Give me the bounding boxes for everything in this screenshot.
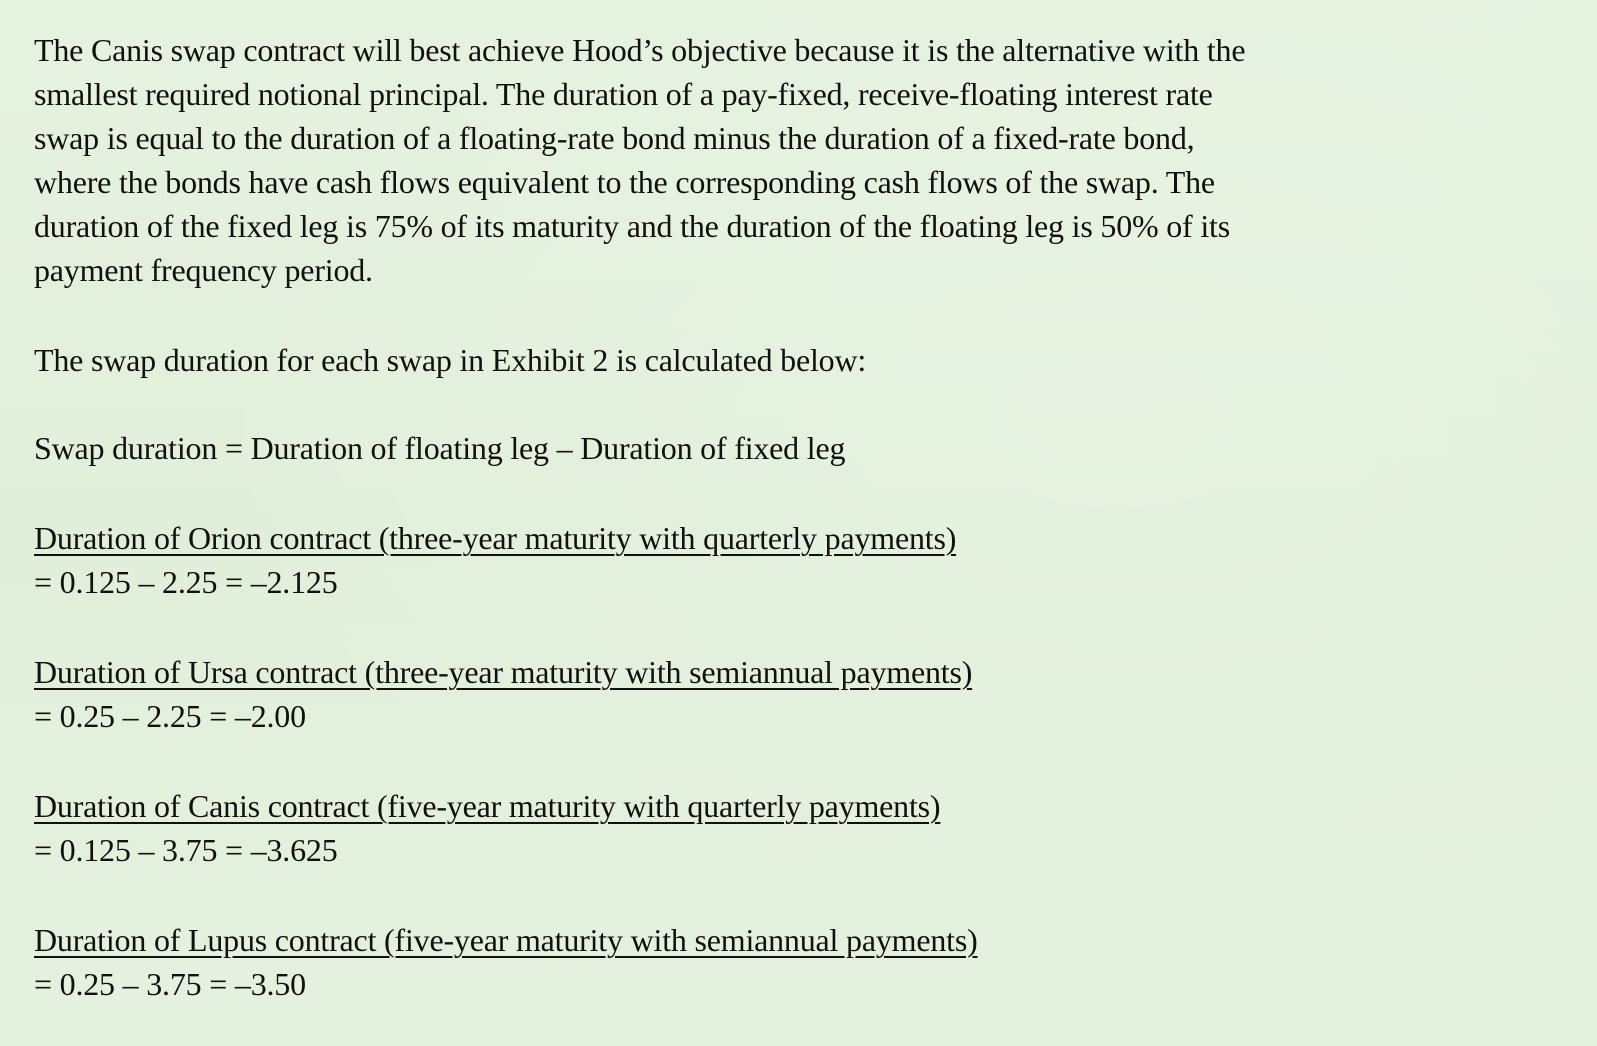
contract-heading: Duration of Lupus contract (five-year maturity with semiannual payments): [34, 922, 978, 958]
spacer: [34, 738, 1574, 784]
spacer: [34, 470, 1574, 516]
contract-heading: Duration of Orion contract (three-year maturity with quarterly payments): [34, 520, 957, 556]
spacer: [34, 872, 1574, 918]
spacer: [34, 292, 1574, 338]
contract-calculation: = 0.25 – 2.25 = –2.00: [34, 698, 306, 734]
spacer: [34, 604, 1574, 650]
swap-duration-formula: Swap duration = Duration of floating leg – Duration of fixed leg: [34, 430, 846, 466]
contract-calculation: = 0.125 – 2.25 = –2.125: [34, 564, 338, 600]
contract-block-orion: [34, 516, 1574, 604]
intro-line: The Canis swap contract will best achieve Hood’s objective because it is the alternative with the: [34, 32, 1246, 68]
contract-block-canis: [34, 784, 1574, 872]
contract-block-lupus: [34, 918, 1574, 1006]
contract-calculation: = 0.125 – 3.75 = –3.625: [34, 832, 338, 868]
contract-block-ursa: [34, 650, 1574, 738]
intro-line: swap is equal to the duration of a floating-rate bond minus the duration of a fixed-rate bond,: [34, 120, 1195, 156]
contract-heading: Duration of Canis contract (five-year maturity with quarterly payments): [34, 788, 941, 824]
contract-calculation: = 0.25 – 3.75 = –3.50: [34, 966, 306, 1002]
spacer: [34, 382, 1574, 426]
intro-line: where the bonds have cash flows equivalent to the corresponding cash flows of the swap. The: [34, 164, 1215, 200]
intro-line: smallest required notional principal. The duration of a pay-fixed, receive-floating interest rate: [34, 76, 1213, 112]
contract-heading: Duration of Ursa contract (three-year maturity with semiannual payments): [34, 654, 973, 690]
intro-line: duration of the fixed leg is 75% of its maturity and the duration of the floating leg is 50% of its: [34, 208, 1230, 244]
document-content: [34, 28, 1574, 1006]
calc-intro: The swap duration for each swap in Exhibit 2 is calculated below:: [34, 342, 867, 378]
intro-line: payment frequency period.: [34, 252, 373, 288]
intro-paragraph: [34, 28, 1574, 292]
